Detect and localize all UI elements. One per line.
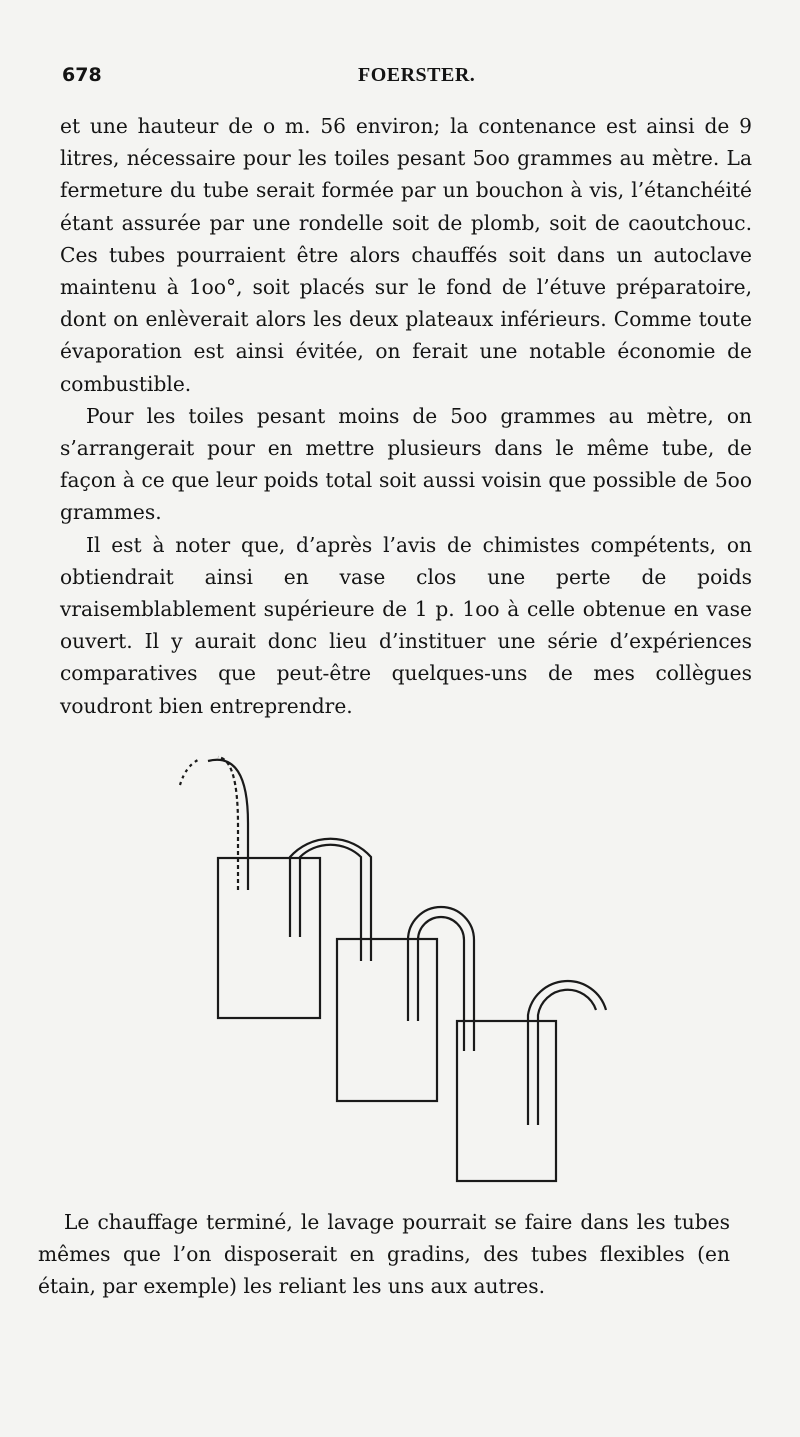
- closing-paragraph: Le chauffage terminé, le lavage pourrait se faire dans les tubes mêmes que l’on disposerait en gradins, des tubes flexibles (en étain, par exemple) les reliant les uns aux autres.: [38, 1210, 730, 1299]
- siphon-tube-2-3: [408, 907, 474, 1051]
- outlet-tube: [528, 981, 606, 1125]
- body-text: [60, 110, 752, 722]
- page-number: 678: [62, 64, 102, 86]
- inlet-tube: [180, 757, 248, 890]
- paragraph-2: Pour les toiles pesant moins de 5oo grammes au mètre, on s’arrangerait pour en mettre plusieurs dans le même tube, de façon à ce que leur poids total soit aussi voisin que possible de 5oo grammes.: [60, 403, 752, 525]
- vessel-2: [337, 939, 437, 1101]
- running-head: FOERSTER.: [358, 64, 476, 86]
- paragraph-3: Il est à noter que, d’après l’avis de chimistes compétents, on obtiendrait ainsi en vase clos une perte de poids vraisemblablement supérieure de 1 p. 1oo à celle obtenue en vase ouvert. Il y aurait donc lieu d’instituer une série d’expériences comparatives que peut-être quelques-uns de mes collègues voudront bien entreprendre.: [60, 532, 752, 718]
- vessel-1: [218, 858, 320, 1018]
- paragraph-1: et une hauteur de o m. 56 environ; la contenance est ainsi de 9 litres, nécessaire pour les toiles pesant 5oo grammes au mètre. La fermeture du tube serait formée par un bouchon à vis, l’étanchéité étant assurée par une rondelle soit de plomb, soit de caoutchouc. Ces tubes pourraient être alors chauffés soit dans un autoclave maintenu à 1oo°, soit placés sur le fond de l’étuve préparatoire, dont on enlèverait alors les deux plateaux inférieurs. Comme toute évaporation est ainsi évitée, on ferait une notable économie de combustible.: [60, 114, 752, 396]
- closing-text: [38, 1206, 730, 1303]
- stepped-vessels-figure: [160, 745, 620, 1195]
- page-header: [62, 64, 752, 94]
- vessel-3: [457, 1021, 556, 1181]
